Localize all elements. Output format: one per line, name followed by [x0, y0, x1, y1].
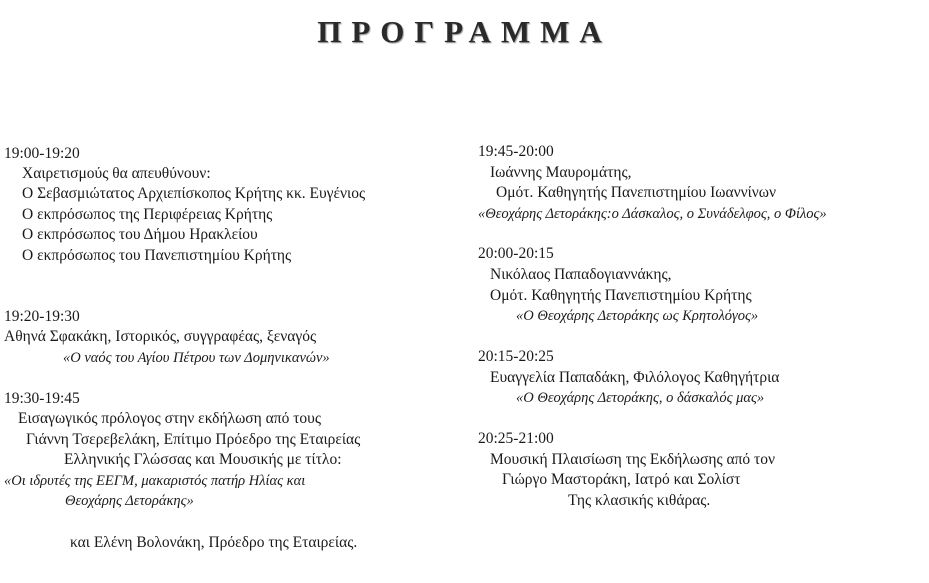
program-line: Ομότ. Καθηγητής Πανεπιστημίου Κρήτης: [490, 287, 752, 304]
program-line: Ευαγγελία Παπαδάκη, Φιλόλογος Καθηγήτρια: [490, 369, 780, 386]
talk-title: «Θεοχάρης Δετοράκης:ο Δάσκαλος, ο Συνάδελφος, ο Φίλος»: [478, 206, 827, 222]
program-line: Ο εκπρόσωπος του Πανεπιστημίου Κρήτης: [22, 247, 292, 264]
talk-title: «Ο Θεοχάρης Δετοράκης, ο δάσκαλός μας»: [516, 390, 765, 406]
program-line: Εισαγωγικός πρόλογος στην εκδήλωση από τους: [18, 410, 321, 427]
program-line: Ελληνικής Γλώσσας και Μουσικής με τίτλο:: [64, 451, 342, 468]
time-slot: 20:00-20:15: [478, 245, 554, 262]
time-slot: 19:00-19:20: [4, 145, 80, 162]
talk-title: «Ο ναός του Αγίου Πέτρου των Δομηνικανών»: [63, 350, 330, 366]
program-line: Χαιρετισμούς θα απευθύνουν:: [22, 165, 211, 182]
program-line: Ο εκπρόσωπος του Δήμου Ηρακλείου: [22, 226, 258, 243]
page-title: ΠΡΟΓΡΑΜΜΑ: [317, 14, 612, 49]
program-line: Ομότ. Καθηγητής Πανεπιστημίου Ιωαννίνων: [496, 184, 776, 201]
time-slot: 19:20-19:30: [4, 308, 80, 325]
program-line: Γιάννη Τσερεβελάκη, Επίτιμο Πρόεδρο της Εταιρείας: [26, 431, 361, 448]
talk-title: «Ο Θεοχάρης Δετοράκης ως Κρητολόγος»: [516, 308, 759, 324]
program-line: Γιώργο Μαστοράκη, Ιατρό και Σολίστ: [502, 471, 741, 488]
program-line: Μουσική Πλαισίωση της Εκδήλωσης από τον: [490, 451, 776, 468]
talk-title: Θεοχάρης Δετοράκης»: [65, 493, 194, 509]
program-line: Ο εκπρόσωπος της Περιφέρειας Κρήτης: [22, 206, 273, 223]
program-line: Αθηνά Σφακάκη, Ιστορικός, συγγραφέας, ξεναγός: [4, 328, 317, 345]
program-line: Ο Σεβασμιώτατος Αρχιεπίσκοπος Κρήτης κκ. Ευγένιος: [22, 185, 366, 202]
time-slot: 19:45-20:00: [478, 143, 554, 160]
talk-title: «Οι ιδρυτές της ΕΕΓΜ, μακαριστός πατήρ Ηλίας και: [4, 473, 306, 489]
time-slot: 20:25-21:00: [478, 430, 554, 447]
program-line: Νικόλαος Παπαδογιαννάκης,: [490, 266, 672, 283]
time-slot: 19:30-19:45: [4, 390, 80, 407]
time-slot: 20:15-20:25: [478, 348, 554, 365]
program-line: Ιωάννης Μαυρομάτης,: [490, 164, 632, 181]
program-line: και Ελένη Βολονάκη, Πρόεδρο της Εταιρείας.: [70, 534, 358, 551]
program-line: Της κλασικής κιθάρας.: [568, 492, 711, 509]
